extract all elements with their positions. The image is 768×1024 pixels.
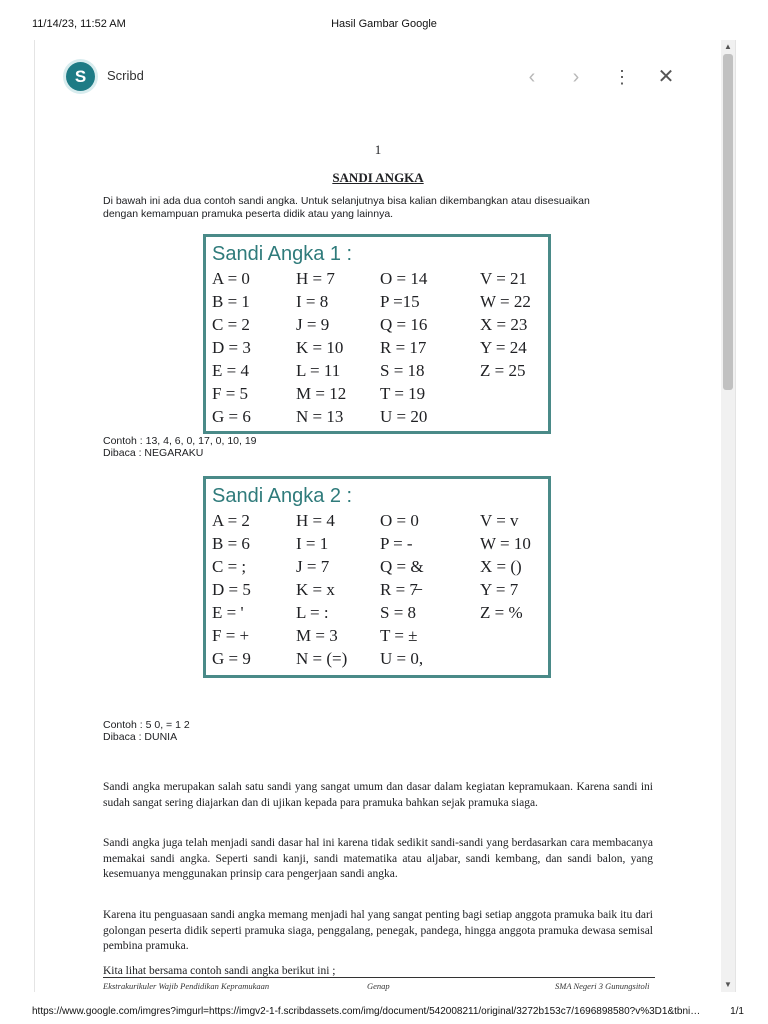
paragraph: Karena itu penguasaan sandi angka memang menjadi hal yang sangat penting bagi setiap anggota pramuka baik itu dari golongan peserta didik seperti pramuka siaga, penggalang, penegak, pandega, hingga anggota pramuka dewasa semisal pembina pramuka. (103, 909, 653, 952)
print-footer (0, 1000, 768, 1024)
cipher-cell: F = 5 (212, 384, 249, 403)
page-number: 1 (374, 142, 382, 157)
page-title: SANDI ANGKA (332, 170, 424, 185)
cipher-cell: U = 0, (380, 649, 424, 668)
cipher-cell: U = 20 (380, 407, 428, 426)
cipher-cell: N = (=) (296, 649, 348, 668)
cipher-cell: B = 6 (212, 534, 250, 553)
cipher-cell (480, 405, 554, 428)
cipher-cell: M = 3 (296, 626, 338, 645)
vertical-scrollbar[interactable] (721, 40, 735, 992)
cipher-cell: C = ; (212, 557, 247, 576)
cipher-cell: C = 2 (212, 315, 250, 334)
cipher-cell: R = 17 (380, 338, 427, 357)
cipher-cell: P =15 (380, 292, 420, 311)
footer-center: Genap (367, 981, 390, 991)
cipher-cell: G = 9 (212, 649, 251, 668)
chevron-right-icon[interactable]: › (572, 66, 580, 88)
scrollbar-thumb[interactable] (723, 54, 733, 390)
cipher-cell: M = 12 (296, 384, 347, 403)
example-2 (103, 719, 190, 743)
viewer-toolbar (35, 40, 735, 112)
cipher-cell: N = 13 (296, 407, 344, 426)
scroll-down-arrow-icon[interactable]: ▼ (724, 980, 732, 989)
cipher-cell: L = 11 (296, 361, 341, 380)
cipher-cell: T = ± (380, 626, 418, 645)
cipher-cell: K = x (296, 580, 335, 599)
footer-right: SMA Negeri 3 Gunungsitoli (555, 981, 650, 991)
chevron-left-icon[interactable]: ‹ (528, 66, 536, 88)
example-code: Contoh : 13, 4, 6, 0, 17, 0, 10, 19 (103, 435, 257, 447)
print-url: https://www.google.com/imgres?imgurl=https://imgv2-1-f.scribdassets.com/img/document/542008211/original/3272b153c7/1696898580?v%3D1&tbni… (32, 1006, 701, 1017)
cipher-cell: J = 7 (296, 557, 330, 576)
cipher-cell: E = ' (212, 603, 244, 622)
cipher-cell: Q = & (380, 557, 424, 576)
footer-left: Ekstrakurikuler Wajib Pendidikan Kepramukaan (103, 981, 270, 991)
print-header (0, 0, 768, 44)
cipher-cell: P = - (380, 534, 413, 553)
cipher-grid (212, 509, 548, 670)
more-vertical-icon[interactable]: ⋮ (613, 67, 631, 87)
cipher-cell: F = + (212, 626, 250, 645)
cipher-cell: W = 22 (480, 292, 531, 311)
example-1 (103, 435, 257, 459)
cipher-cell: K = 10 (296, 338, 344, 357)
cipher-cell: H = 7 (296, 269, 335, 288)
cipher-cell: A = 0 (212, 269, 250, 288)
cipher-cell: T = 19 (380, 384, 426, 403)
paragraph: Sandi angka juga telah menjadi sandi dasar hal ini karena tidak sedikit sandi-sandi yang berdasarkan cara membacanya memakai sandi angka. Seperti sandi kanji, sandi matematika atau aljabar, sandi kembang, dan sandi balon, yang kesemuanya menggunakan prinsip cara pengerjaan sandi angka. (103, 837, 653, 880)
cipher-cell: I = 1 (296, 534, 329, 553)
brand-name[interactable]: Scribd (107, 68, 144, 83)
cipher-cell: O = 14 (380, 269, 428, 288)
scroll-up-arrow-icon[interactable]: ▲ (724, 42, 732, 51)
print-title: Hasil Gambar Google (331, 18, 437, 30)
cipher-cell: G = 6 (212, 407, 251, 426)
print-datetime: 11/14/23, 11:52 AM (32, 18, 126, 30)
footer-divider (103, 977, 655, 978)
cipher-cell: A = 2 (212, 511, 250, 530)
cipher-title: Sandi Angka 2 : (212, 485, 353, 507)
cipher-cell: D = 5 (212, 580, 251, 599)
document-page (35, 112, 721, 992)
cipher-table-1 (203, 234, 551, 434)
cipher-cell: S = 8 (380, 603, 417, 622)
cipher-cell: X = 23 (480, 315, 528, 334)
cipher-cell (480, 382, 554, 405)
cipher-cell: X = () (480, 557, 522, 576)
cipher-cell: Y = 7 (480, 580, 519, 599)
intro-text: Di bawah ini ada dua contoh sandi angka. Untuk selanjutnya bisa kalian dikembangkan atau disesuaikan dengan kemampuan pramuka peserta didik atau yang lainnya. (103, 195, 590, 220)
cipher-cell: E = 4 (212, 361, 249, 380)
cipher-cell: Y = 24 (480, 338, 527, 357)
cipher-cell: D = 3 (212, 338, 251, 357)
cipher-cell: W = 10 (480, 534, 531, 553)
cipher-cell: B = 1 (212, 292, 250, 311)
cipher-cell: R = 7̶ (380, 580, 418, 599)
cipher-cell: V = v (480, 511, 519, 530)
print-page-count: 1/1 (730, 1006, 744, 1017)
cipher-cell: L = : (296, 603, 329, 622)
cipher-cell: J = 9 (296, 315, 330, 334)
example-decoded: Dibaca : DUNIA (103, 731, 178, 743)
cipher-cell: Z = 25 (480, 361, 526, 380)
paragraph: Sandi angka merupakan salah satu sandi yang sangat umum dan dasar dalam kegiatan kepramukaan. Karena sandi ini sudah sangat sering diajarkan dan di ujikan kepada para pramuka bahkan sejak pramuka siaga. (103, 781, 653, 809)
example-code: Contoh : 5 0, = 1 2 (103, 719, 190, 731)
cipher-cell: Q = 16 (380, 315, 428, 334)
cipher-cell: S = 18 (380, 361, 425, 380)
cipher-cell: Z = % (480, 603, 523, 622)
example-decoded: Dibaca : NEGARAKU (103, 447, 204, 459)
cipher-title: Sandi Angka 1 : (212, 243, 353, 265)
cipher-cell: O = 0 (380, 511, 419, 530)
cipher-cell: H = 4 (296, 511, 335, 530)
cipher-cell (480, 647, 554, 670)
paragraph: Kita lihat bersama contoh sandi angka berikut ini ; (103, 965, 336, 977)
cipher-table-2 (203, 476, 551, 678)
cipher-cell (480, 624, 554, 647)
close-icon[interactable]: ✕ (657, 66, 675, 88)
cipher-cell: V = 21 (480, 269, 528, 288)
cipher-cell: I = 8 (296, 292, 329, 311)
cipher-grid (212, 267, 548, 428)
document-viewer (34, 40, 736, 992)
scribd-logo-icon[interactable]: S (66, 62, 95, 91)
